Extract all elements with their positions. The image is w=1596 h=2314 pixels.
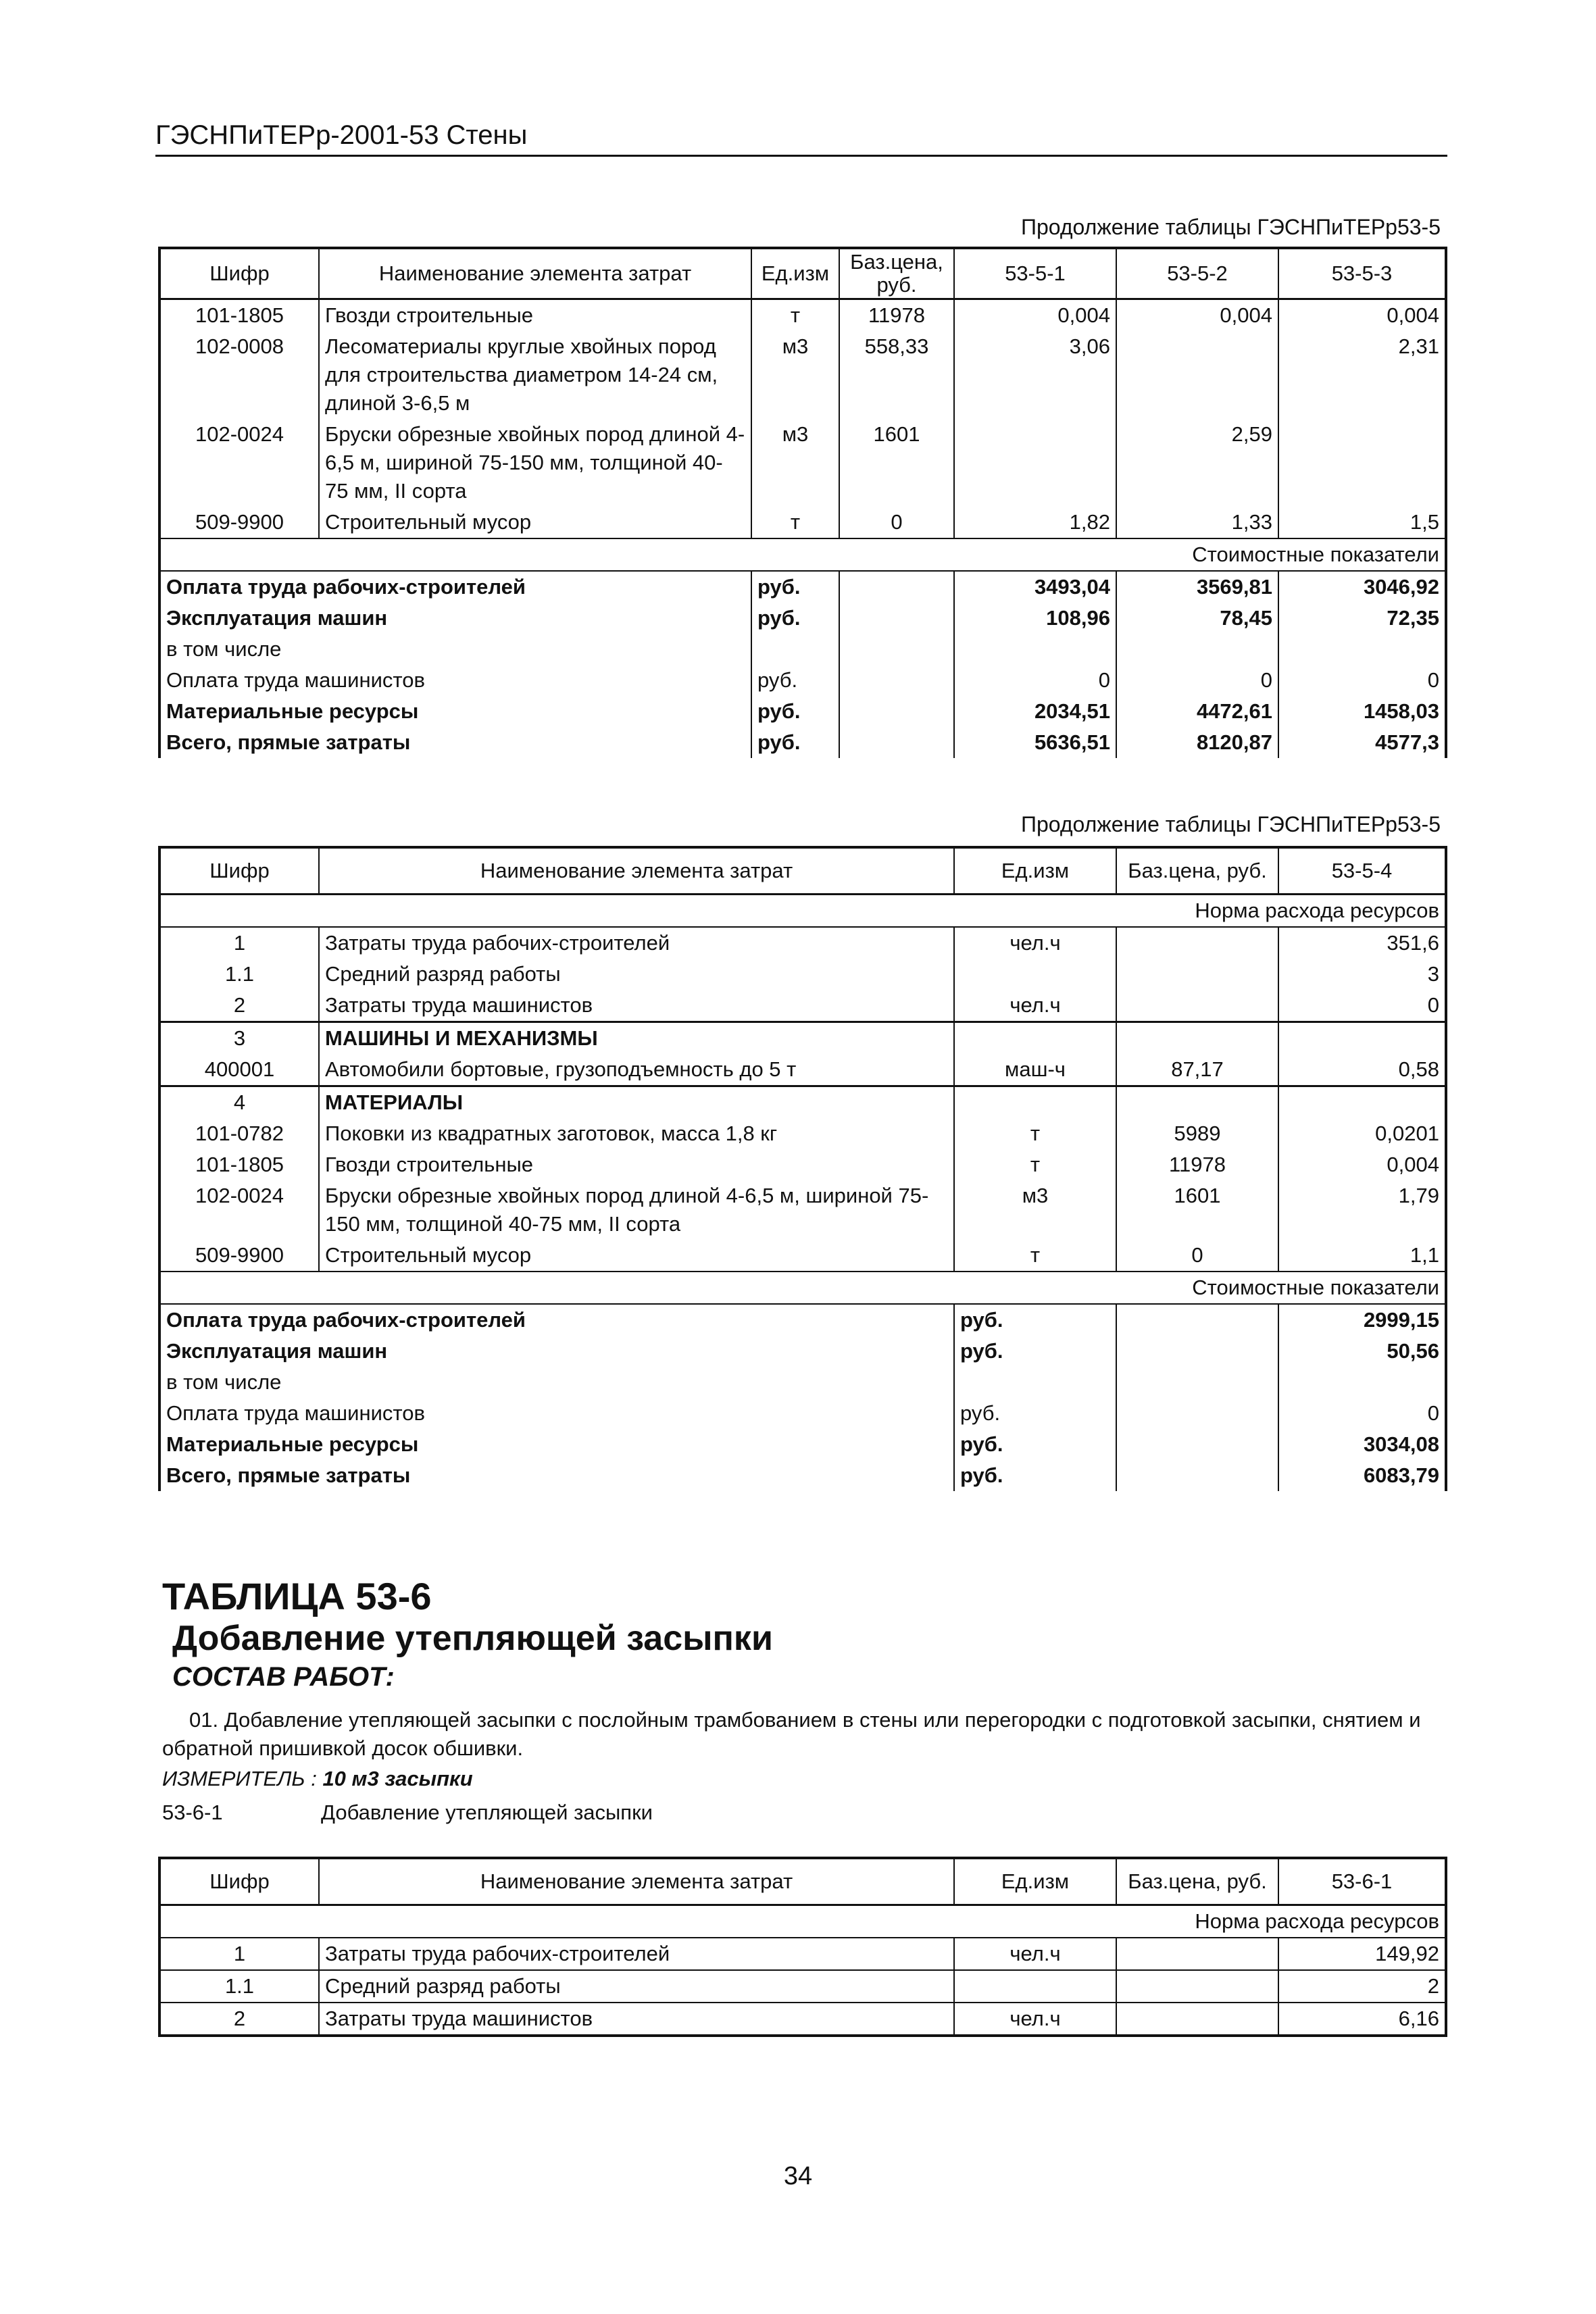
cost-value <box>1278 1367 1446 1398</box>
table-row <box>159 959 1446 990</box>
cost-value <box>1278 634 1446 665</box>
column-header: Баз.цена, руб. <box>839 248 954 299</box>
cost-name: Материальные ресурсы <box>159 1429 954 1460</box>
cost-unit: руб. <box>954 1304 1116 1336</box>
cost-value: 4577,3 <box>1278 727 1446 758</box>
measurement-unit <box>162 1767 473 1791</box>
column-header: 53-5-1 <box>954 248 1116 299</box>
cell-price <box>1116 959 1278 990</box>
cost-value: 2999,15 <box>1278 1304 1446 1336</box>
cell-value: 0 <box>1278 990 1446 1022</box>
norm-label-row <box>159 1905 1446 1938</box>
cost-unit <box>954 1367 1116 1398</box>
cell-unit: т <box>954 1118 1116 1149</box>
cost-name: Эксплуатация машин <box>159 603 751 634</box>
table2-body <box>159 847 1446 1491</box>
cell-value: 1,33 <box>1116 507 1278 538</box>
column-header: 53-5-3 <box>1278 248 1446 299</box>
table-row <box>159 1970 1446 2003</box>
cost-value: 3569,81 <box>1116 571 1278 603</box>
cell-name: МАШИНЫ И МЕХАНИЗМЫ <box>319 1022 954 1055</box>
cost-value: 78,45 <box>1116 603 1278 634</box>
cell-unit: т <box>751 507 839 538</box>
cell-code: 509-9900 <box>159 1240 319 1272</box>
cost-unit: руб. <box>751 603 839 634</box>
cost-name: Оплата труда машинистов <box>159 1398 954 1429</box>
cell-code: 101-1805 <box>159 1149 319 1180</box>
cost-value: 3493,04 <box>954 571 1116 603</box>
cost-label-row <box>159 538 1446 571</box>
cell-unit: чел.ч <box>954 2003 1116 2036</box>
cell-code: 1.1 <box>159 1970 319 2003</box>
cell-price: 0 <box>1116 1240 1278 1272</box>
column-header: Ед.изм <box>751 248 839 299</box>
cost-price <box>839 603 954 634</box>
cell-value <box>1278 1086 1446 1119</box>
cost-name: в том числе <box>159 1367 954 1398</box>
cost-row <box>159 1460 1446 1491</box>
cell-value: 1,5 <box>1278 507 1446 538</box>
cell-name: Затраты труда рабочих-строителей <box>319 927 954 959</box>
cost-value: 5636,51 <box>954 727 1116 758</box>
cell-value: 6,16 <box>1278 2003 1446 2036</box>
cost-price <box>1116 1367 1278 1398</box>
cost-value: 1458,03 <box>1278 696 1446 727</box>
cell-name: Автомобили бортовые, грузоподъемность до 5 т <box>319 1054 954 1086</box>
column-header: 53-5-4 <box>1278 847 1446 895</box>
column-header: 53-6-1 <box>1278 1858 1446 1905</box>
sostav-heading: СОСТАВ РАБОТ: <box>172 1662 395 1692</box>
cost-row <box>159 665 1446 696</box>
cost-row <box>159 1336 1446 1367</box>
cell-name: Лесоматериалы круглые хвойных пород для строительства диаметром 14-24 см, длиной 3-6,5 м <box>319 331 751 419</box>
cost-unit: руб. <box>751 665 839 696</box>
cell-name: Строительный мусор <box>319 507 751 538</box>
cell-price <box>1116 927 1278 959</box>
cell-unit <box>954 1970 1116 2003</box>
cell-name: МАТЕРИАЛЫ <box>319 1086 954 1119</box>
cell-code: 102-0008 <box>159 331 319 419</box>
cost-unit: руб. <box>751 571 839 603</box>
cost-row <box>159 1304 1446 1336</box>
cell-unit: т <box>954 1149 1116 1180</box>
cell-price <box>1116 1086 1278 1119</box>
cost-value: 0 <box>1278 1398 1446 1429</box>
cell-price: 0 <box>839 507 954 538</box>
column-header: Шифр <box>159 847 319 895</box>
cost-row <box>159 634 1446 665</box>
table1-caption: Продолжение таблицы ГЭСНПиТЕРр53-5 <box>1020 215 1441 239</box>
cell-price <box>1116 2003 1278 2036</box>
code-line <box>162 1801 653 1825</box>
cell-name: Средний разряд работы <box>319 959 954 990</box>
cell-value: 0,004 <box>1278 299 1446 332</box>
izm-value: 10 м3 засыпки <box>322 1767 473 1790</box>
cost-price <box>839 727 954 758</box>
cell-unit: м3 <box>954 1180 1116 1240</box>
cell-value: 351,6 <box>1278 927 1446 959</box>
cell-code: 101-1805 <box>159 299 319 332</box>
work-description: 01. Добавление утепляющей засыпки с послойным трамбованием в стены или перегородки с подготовкой засыпки, снятием и обратной пришивкой досок обшивки. <box>162 1708 1421 1760</box>
cost-price <box>839 665 954 696</box>
table-row <box>159 1086 1446 1119</box>
norm-label-row <box>159 895 1446 928</box>
cost-price <box>1116 1304 1278 1336</box>
cell-name: Затраты труда машинистов <box>319 2003 954 2036</box>
cell-value <box>1278 1022 1446 1055</box>
cell-code: 1.1 <box>159 959 319 990</box>
izm-label: ИЗМЕРИТЕЛЬ : <box>162 1767 323 1790</box>
column-header: Шифр <box>159 1858 319 1905</box>
table-row <box>159 1118 1446 1149</box>
cost-value: 3034,08 <box>1278 1429 1446 1460</box>
cost-name: Оплата труда рабочих-строителей <box>159 571 751 603</box>
cell-code: 1 <box>159 1938 319 1970</box>
cell-unit <box>954 959 1116 990</box>
cell-value <box>954 419 1116 507</box>
cost-name: Эксплуатация машин <box>159 1336 954 1367</box>
cell-price: 1601 <box>1116 1180 1278 1240</box>
cell-value: 3,06 <box>954 331 1116 419</box>
cell-value: 0,004 <box>1278 1149 1446 1180</box>
code-name: Добавление утепляющей засыпки <box>321 1801 653 1824</box>
cost-unit: руб. <box>954 1460 1116 1491</box>
cell-code: 509-9900 <box>159 507 319 538</box>
cost-row <box>159 1367 1446 1398</box>
cost-name: в том числе <box>159 634 751 665</box>
cost-unit: руб. <box>751 727 839 758</box>
cost-name: Всего, прямые затраты <box>159 727 751 758</box>
cell-unit: м3 <box>751 419 839 507</box>
table-row <box>159 1180 1446 1240</box>
cost-value: 8120,87 <box>1116 727 1278 758</box>
cost-value: 4472,61 <box>1116 696 1278 727</box>
table3-body <box>159 1858 1446 2036</box>
cell-name: Бруски обрезные хвойных пород длиной 4-6,5 м, шириной 75-150 мм, толщиной 40-75 мм, II сорта <box>319 419 751 507</box>
cell-code: 2 <box>159 2003 319 2036</box>
cell-unit: чел.ч <box>954 1938 1116 1970</box>
cell-value: 149,92 <box>1278 1938 1446 1970</box>
table-row <box>159 1022 1446 1055</box>
cost-value: 72,35 <box>1278 603 1446 634</box>
table1 <box>158 247 1447 758</box>
cell-price <box>1116 1022 1278 1055</box>
cell-unit: м3 <box>751 331 839 419</box>
page-header: ГЭСНПиТЕРр-2001-53 Стены <box>155 120 1447 157</box>
table2-caption: Продолжение таблицы ГЭСНПиТЕРр53-5 <box>1020 812 1441 836</box>
cell-price: 11978 <box>1116 1149 1278 1180</box>
table-row <box>159 1149 1446 1180</box>
cell-unit <box>954 1022 1116 1055</box>
cost-name: Оплата труда машинистов <box>159 665 751 696</box>
cost-value: 0 <box>1116 665 1278 696</box>
section-subtitle: Добавление утепляющей засыпки <box>172 1619 773 1658</box>
table-row <box>159 1938 1446 1970</box>
table-row <box>159 927 1446 959</box>
cell-price <box>1116 1970 1278 2003</box>
cell-value: 3 <box>1278 959 1446 990</box>
cell-unit: маш-ч <box>954 1054 1116 1086</box>
cost-price <box>1116 1398 1278 1429</box>
cost-price <box>1116 1460 1278 1491</box>
column-header: Наименование элемента затрат <box>319 847 954 895</box>
cell-unit <box>954 1086 1116 1119</box>
cost-price <box>839 696 954 727</box>
column-header: Баз.цена, руб. <box>1116 847 1278 895</box>
cell-code: 101-0782 <box>159 1118 319 1149</box>
cell-code: 400001 <box>159 1054 319 1086</box>
cell-code: 2 <box>159 990 319 1022</box>
cost-label: Стоимостные показатели <box>159 1272 1446 1304</box>
cost-price <box>1116 1336 1278 1367</box>
cost-value: 50,56 <box>1278 1336 1446 1367</box>
cell-price: 5989 <box>1116 1118 1278 1149</box>
cell-price: 1601 <box>839 419 954 507</box>
cost-unit: руб. <box>954 1429 1116 1460</box>
norm-label: Норма расхода ресурсов <box>159 895 1446 928</box>
cell-price <box>1116 1938 1278 1970</box>
column-header: Баз.цена, руб. <box>1116 1858 1278 1905</box>
cell-price <box>1116 990 1278 1022</box>
cell-code: 1 <box>159 927 319 959</box>
cost-row <box>159 603 1446 634</box>
cost-name: Материальные ресурсы <box>159 696 751 727</box>
table-row <box>159 419 1446 507</box>
cost-label-row <box>159 1272 1446 1304</box>
cell-name: Затраты труда рабочих-строителей <box>319 1938 954 1970</box>
cost-value: 0 <box>954 665 1116 696</box>
cell-code: 102-0024 <box>159 1180 319 1240</box>
table-row <box>159 1240 1446 1272</box>
section-title: ТАБЛИЦА 53-6 <box>162 1575 432 1617</box>
table1-body <box>159 248 1446 758</box>
table-header-row <box>159 248 1446 299</box>
cost-price <box>839 634 954 665</box>
cost-row <box>159 1429 1446 1460</box>
code: 53-6-1 <box>162 1801 223 1824</box>
cost-row <box>159 1398 1446 1429</box>
column-header: Наименование элемента затрат <box>319 1858 954 1905</box>
table-row <box>159 1054 1446 1086</box>
cost-row <box>159 727 1446 758</box>
cell-unit: т <box>954 1240 1116 1272</box>
cell-value <box>1278 419 1446 507</box>
norm-label: Норма расхода ресурсов <box>159 1905 1446 1938</box>
cell-value: 2 <box>1278 1970 1446 2003</box>
cell-value: 0,004 <box>954 299 1116 332</box>
cost-row <box>159 696 1446 727</box>
cost-price <box>839 571 954 603</box>
table3 <box>158 1857 1447 2037</box>
cost-unit: руб. <box>751 696 839 727</box>
cell-value: 0,58 <box>1278 1054 1446 1086</box>
cost-value <box>954 634 1116 665</box>
cell-code: 102-0024 <box>159 419 319 507</box>
cell-name: Строительный мусор <box>319 1240 954 1272</box>
cost-value: 0 <box>1278 665 1446 696</box>
cell-unit: чел.ч <box>954 927 1116 959</box>
cell-value: 2,31 <box>1278 331 1446 419</box>
cell-name: Затраты труда машинистов <box>319 990 954 1022</box>
cell-unit: чел.ч <box>954 990 1116 1022</box>
table-row <box>159 331 1446 419</box>
cost-value: 6083,79 <box>1278 1460 1446 1491</box>
cost-unit: руб. <box>954 1398 1116 1429</box>
cost-label: Стоимостные показатели <box>159 538 1446 571</box>
cell-value: 0,0201 <box>1278 1118 1446 1149</box>
table-row <box>159 507 1446 538</box>
cell-name: Поковки из квадратных заготовок, масса 1,8 кг <box>319 1118 954 1149</box>
column-header: Ед.изм <box>954 1858 1116 1905</box>
cell-name: Средний разряд работы <box>319 1970 954 2003</box>
table-header-row <box>159 1858 1446 1905</box>
cost-unit: руб. <box>954 1336 1116 1367</box>
cell-unit: т <box>751 299 839 332</box>
cell-value: 1,82 <box>954 507 1116 538</box>
cell-code: 4 <box>159 1086 319 1119</box>
table2 <box>158 846 1447 1491</box>
cell-name: Гвозди строительные <box>319 1149 954 1180</box>
column-header: Шифр <box>159 248 319 299</box>
column-header: Наименование элемента затрат <box>319 248 751 299</box>
cost-price <box>1116 1429 1278 1460</box>
table-row <box>159 299 1446 332</box>
cost-value: 2034,51 <box>954 696 1116 727</box>
page-number: 34 <box>783 2162 813 2190</box>
column-header: Ед.изм <box>954 847 1116 895</box>
cost-name: Всего, прямые затраты <box>159 1460 954 1491</box>
cost-value: 108,96 <box>954 603 1116 634</box>
column-header: 53-5-2 <box>1116 248 1278 299</box>
table-row <box>159 2003 1446 2036</box>
cell-price: 11978 <box>839 299 954 332</box>
cell-value <box>1116 331 1278 419</box>
cost-value <box>1116 634 1278 665</box>
cell-code: 3 <box>159 1022 319 1055</box>
table-header-row <box>159 847 1446 895</box>
table-row <box>159 990 1446 1022</box>
cell-value: 2,59 <box>1116 419 1278 507</box>
cell-name: Бруски обрезные хвойных пород длиной 4-6,5 м, шириной 75-150 мм, толщиной 40-75 мм, II сорта <box>319 1180 954 1240</box>
cost-value: 3046,92 <box>1278 571 1446 603</box>
cell-price: 558,33 <box>839 331 954 419</box>
cost-row <box>159 571 1446 603</box>
cost-name: Оплата труда рабочих-строителей <box>159 1304 954 1336</box>
cell-price: 87,17 <box>1116 1054 1278 1086</box>
cell-value: 1,79 <box>1278 1180 1446 1240</box>
cell-value: 1,1 <box>1278 1240 1446 1272</box>
cell-name: Гвозди строительные <box>319 299 751 332</box>
cell-value: 0,004 <box>1116 299 1278 332</box>
cost-unit <box>751 634 839 665</box>
